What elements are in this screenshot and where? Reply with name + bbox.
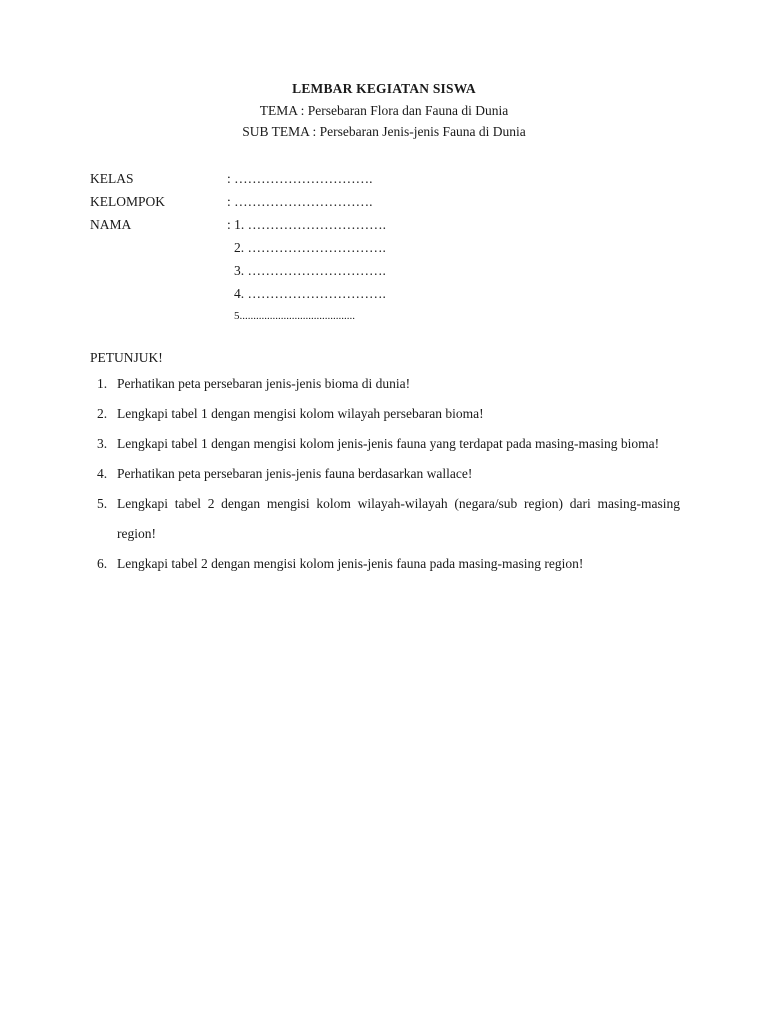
kelompok-row [90, 190, 386, 213]
kelas-label: KELAS [90, 171, 134, 186]
instructions-list [90, 369, 680, 579]
instructions-heading: PETUNJUK! [90, 350, 163, 365]
kelas-row [90, 167, 386, 190]
document-title: LEMBAR KEGIATAN SISWA [292, 81, 476, 96]
kelompok-field: : …………………………. [227, 194, 373, 209]
instruction-item [90, 399, 680, 429]
nama-field-1: : 1. …………………………. [227, 217, 387, 232]
instruction-number: 6. [97, 556, 108, 571]
instruction-text: Lengkapi tabel 1 dengan mengisi kolom jenis-jenis fauna yang terdapat pada masing-masing bioma! [117, 436, 660, 451]
nama-field-2: 2. …………………………. [234, 240, 386, 255]
kelompok-label: KELOMPOK [90, 194, 166, 209]
instruction-text: Lengkapi tabel 2 dengan mengisi kolom wilayah-wilayah (negara/sub region) dari masing-masing region! [117, 496, 680, 541]
nama-field-5: 5.......................................... [234, 310, 355, 322]
member-line [234, 259, 386, 282]
instruction-text: Perhatikan peta persebaran jenis-jenis fauna berdasarkan wallace! [117, 466, 473, 481]
tema-line: TEMA : Persebaran Flora dan Fauna di Dunia [259, 102, 509, 118]
instruction-text: Lengkapi tabel 2 dengan mengisi kolom jenis-jenis fauna pada masing-masing region! [117, 556, 584, 571]
instruction-item [90, 369, 680, 399]
instruction-number: 1. [97, 376, 108, 391]
nama-label: NAMA [90, 217, 132, 232]
nama-row [90, 213, 386, 236]
instruction-text: Lengkapi tabel 1 dengan mengisi kolom wilayah persebaran bioma! [117, 406, 484, 421]
document-header [0, 78, 768, 143]
member-line [234, 305, 386, 328]
kelas-field: : …………………………. [227, 171, 373, 186]
identity-section [90, 167, 386, 328]
nama-field-3: 3. …………………………. [234, 263, 386, 278]
member-list [234, 236, 386, 328]
member-line [234, 282, 386, 305]
member-line [234, 236, 386, 259]
instruction-number: 4. [97, 466, 108, 481]
instructions-section [90, 347, 680, 579]
instruction-number: 2. [97, 406, 108, 421]
instruction-item [90, 489, 680, 549]
instruction-item [90, 459, 680, 489]
nama-field-4: 4. …………………………. [234, 286, 386, 301]
instruction-item [90, 429, 680, 459]
instruction-text: Perhatikan peta persebaran jenis-jenis bioma di dunia! [117, 376, 411, 391]
instruction-number: 3. [97, 436, 108, 451]
instruction-number: 5. [97, 496, 108, 511]
sub-tema-line: SUB TEMA : Persebaran Jenis-jenis Fauna di Dunia [242, 124, 526, 139]
instruction-item [90, 549, 680, 579]
